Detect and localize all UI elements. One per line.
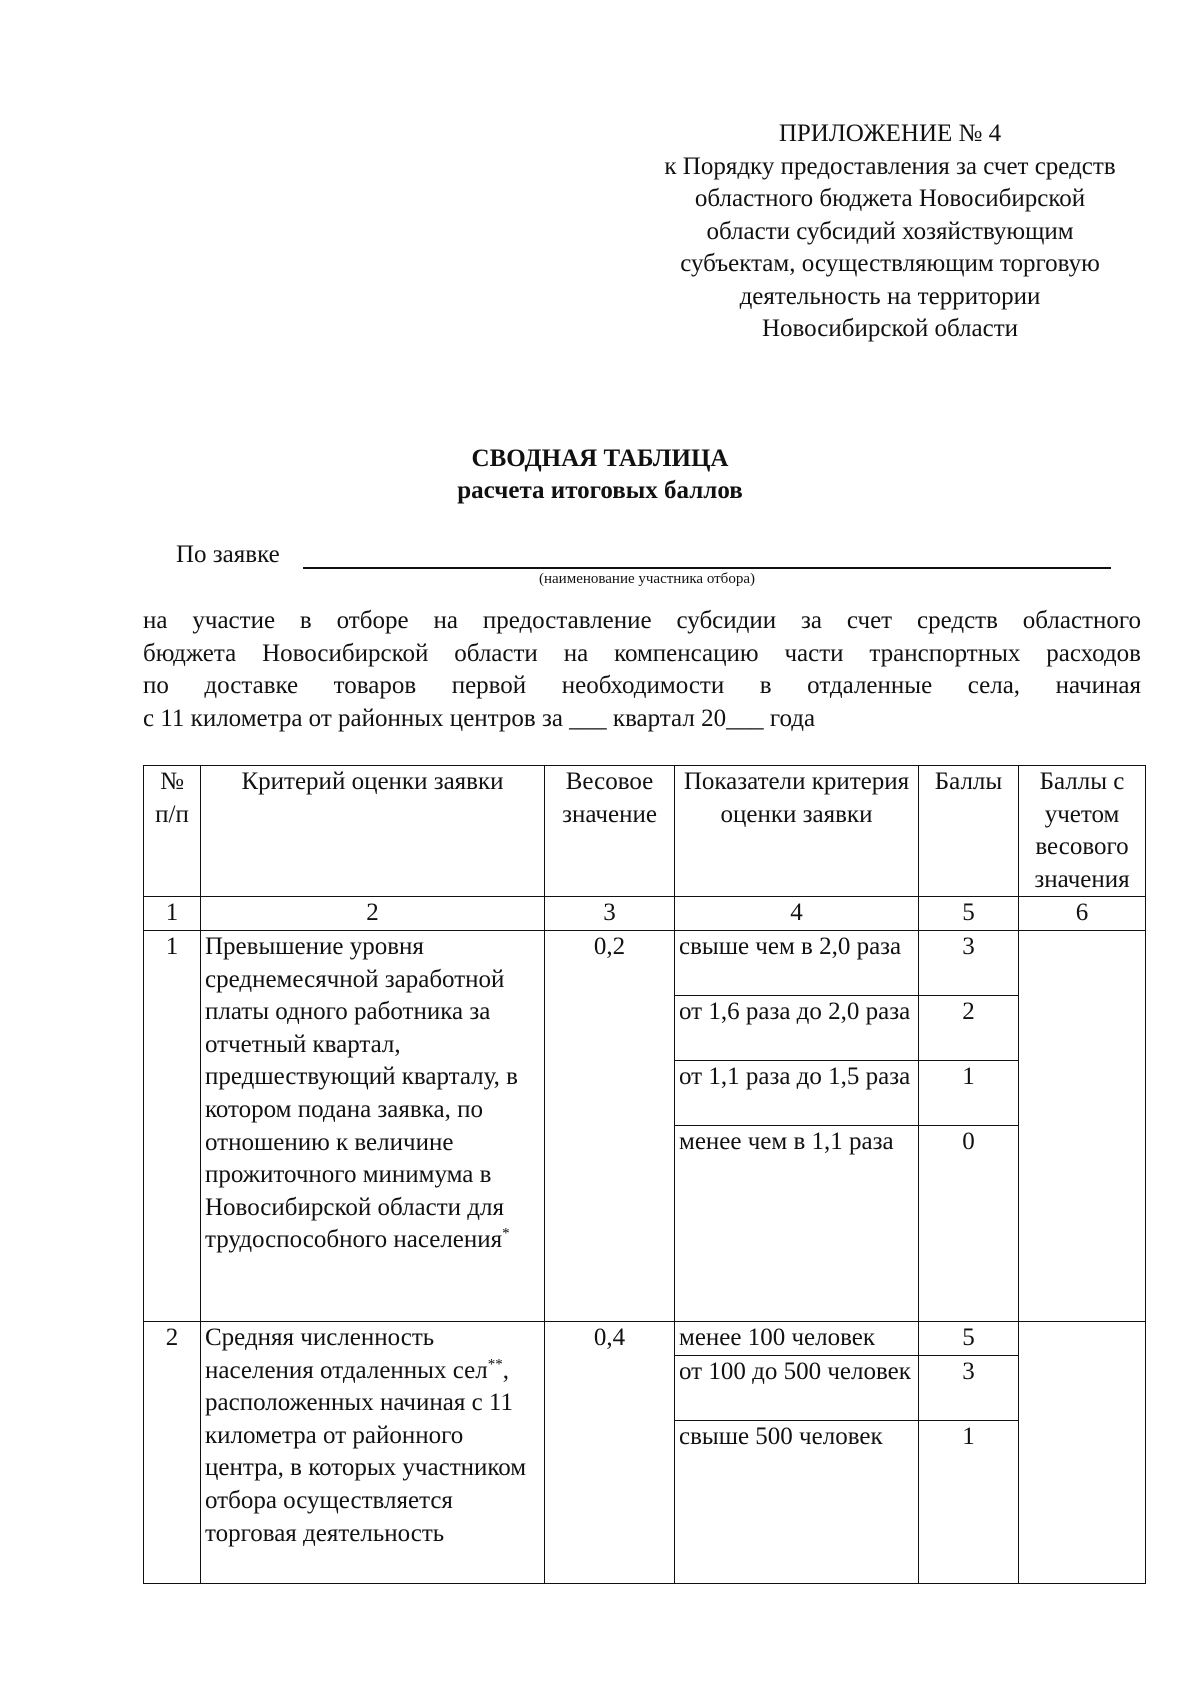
paragraph-line: по доставке товаров первой необходимости в отдаленные села, начиная bbox=[143, 672, 1141, 699]
column-number: 1 bbox=[144, 897, 201, 931]
document-title: СВОДНАЯ ТАБЛИЦА bbox=[471, 445, 729, 472]
indicator-text: менее чем в 1,1 раза bbox=[675, 1125, 919, 1321]
indicator-score: 1 bbox=[919, 1420, 1019, 1583]
criterion-text: Превышение уровня среднемесячной заработной платы одного работника за отчетный квартал, предшествующий кварталу, в котором подана заявка, по отношению к величине прожиточного минимума в Новосибирской области для трудоспособного населения bbox=[205, 932, 518, 1254]
appendix-line: ПРИЛОЖЕНИЕ № 4 bbox=[778, 120, 1002, 147]
indicator-score: 5 bbox=[919, 1321, 1019, 1355]
header-weighted-score: Баллы с учетом весового значения bbox=[1019, 766, 1146, 897]
appendix-line: к Порядку предоставления за счет средств bbox=[664, 152, 1116, 180]
appendix-header bbox=[620, 118, 1160, 346]
intro-paragraph bbox=[143, 605, 1141, 735]
appendix-line: области субсидий хозяйствующим bbox=[706, 217, 1074, 245]
header-number: № п/п bbox=[144, 766, 201, 897]
table-row bbox=[144, 930, 1146, 995]
footnote-mark: * bbox=[502, 1225, 510, 1242]
column-number: 2 bbox=[201, 897, 545, 931]
indicator-text: свыше чем в 2,0 раза bbox=[675, 930, 919, 995]
appendix-line: областного бюджета Новосибирской bbox=[694, 185, 1086, 212]
column-number: 6 bbox=[1019, 897, 1146, 931]
criterion-text: , расположенных начиная с 11 километра от районного центра, в которых участником отбора осуществляется торговая деятельность bbox=[205, 1356, 527, 1547]
application-fill-line bbox=[303, 567, 1111, 569]
appendix-line: субъектам, осуществляющим торговую bbox=[680, 250, 1100, 277]
column-number: 5 bbox=[919, 897, 1019, 931]
indicator-text: от 1,6 раза до 2,0 раза bbox=[675, 995, 919, 1060]
table-header-row bbox=[144, 766, 1146, 897]
header-criterion: Критерий оценки заявки bbox=[201, 766, 545, 897]
indicator-score: 0 bbox=[919, 1125, 1019, 1321]
indicator-text: свыше 500 человек bbox=[675, 1420, 919, 1583]
weighted-score-cell bbox=[1019, 1321, 1146, 1583]
row-criterion bbox=[201, 1321, 545, 1583]
indicator-text: от 100 до 500 человек bbox=[675, 1355, 919, 1420]
appendix-line: деятельность на территории bbox=[739, 282, 1041, 310]
header-weight: Весовое значение bbox=[545, 766, 675, 897]
row-number: 1 bbox=[144, 930, 201, 1321]
indicator-score: 3 bbox=[919, 1355, 1019, 1420]
document-subtitle: расчета итоговых баллов bbox=[457, 477, 743, 504]
indicator-text: от 1,1 раза до 1,5 раза bbox=[675, 1060, 919, 1125]
table-number-row bbox=[144, 897, 1146, 931]
column-number: 3 bbox=[545, 897, 675, 931]
indicator-score: 3 bbox=[919, 930, 1019, 995]
paragraph-line: с 11 километра от районных центров за ___ квартал 20___ года bbox=[143, 704, 816, 732]
paragraph-line: бюджета Новосибирской области на компенсацию части транспортных расходов bbox=[143, 639, 1141, 667]
footnote-mark: ** bbox=[487, 1356, 503, 1373]
scores-table bbox=[143, 765, 1146, 1584]
weighted-score-cell bbox=[1019, 930, 1146, 1321]
indicator-score: 2 bbox=[919, 995, 1019, 1060]
table-row bbox=[144, 1321, 1146, 1355]
application-label: По заявке bbox=[176, 541, 280, 568]
row-weight: 0,2 bbox=[545, 930, 675, 1321]
indicator-score: 1 bbox=[919, 1060, 1019, 1125]
header-score: Баллы bbox=[919, 766, 1019, 897]
row-weight: 0,4 bbox=[545, 1321, 675, 1583]
appendix-line: Новосибирской области bbox=[761, 315, 1019, 342]
indicator-text: менее 100 человек bbox=[675, 1321, 919, 1355]
row-number: 2 bbox=[144, 1321, 201, 1583]
column-number: 4 bbox=[675, 897, 919, 931]
row-criterion bbox=[201, 930, 545, 1321]
application-caption: (наименование участника отбора) bbox=[539, 571, 755, 587]
paragraph-line: на участие в отборе на предоставление субсидии за счет средств областного bbox=[143, 607, 1141, 634]
criterion-text: Средняя численность населения отдаленных сел bbox=[205, 1323, 488, 1384]
header-indicators: Показатели критерия оценки заявки bbox=[675, 766, 919, 897]
